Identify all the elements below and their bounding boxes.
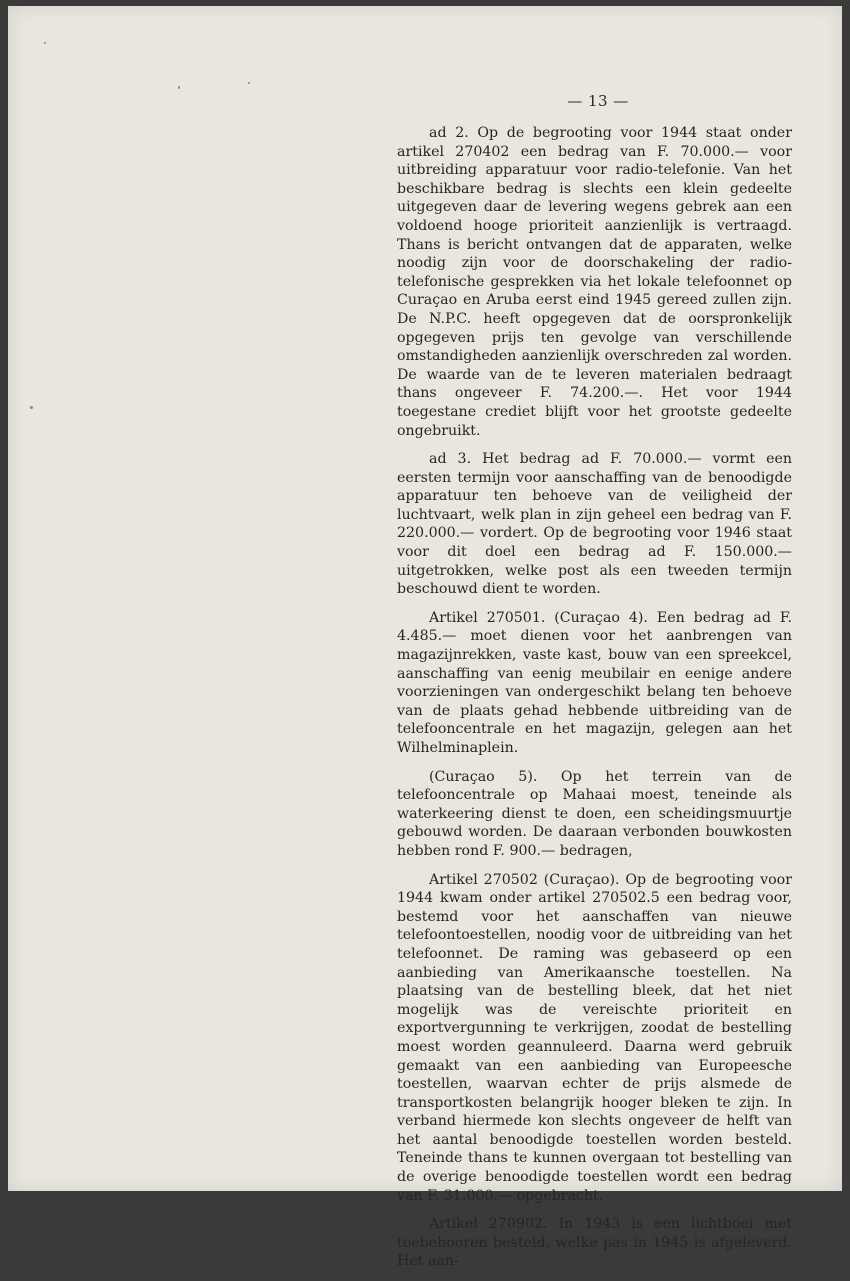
paragraph-ad-2: ad 2. Op de begrooting voor 1944 staat onder artikel 270402 een bedrag van F. 70.000.— voor uitbreiding apparatuur voor radio-telefonie. Van het beschikbare bedrag is slechts een klein gedeelte uitgegeven daar de levering wegens gebrek aan een voldoend hooge prioriteit aanzienlijk is vertraagd. Thans is bericht ontvangen dat de apparaten, welke noodig zijn voor de doorschakeling der radio-telefonische gesprekken via het lokale telefoonnet op Curaçao en Aruba eerst eind 1945 gereed zullen zijn. De N.P.C. heeft opgegeven dat de oorspronkelijk opgegeven prijs ten gevolge van verschillende omstandigheden aanzienlijk overschreden zal worden. De waarde van de te leveren materialen bedraagt thans ongeveer F. 74.200.—. Het voor 1944 toegestane crediet blijft voor het grootste gedeelte ongebruikt.: [397, 125, 792, 439]
paragraph-artikel-270502: Artikel 270502 (Curaçao). Op de begrooting voor 1944 kwam onder artikel 270502.5 een bedrag voor, bestemd voor het aanschaffen van nieuwe telefoontoestellen, noodig voor de uitbreiding van het telefoonnet. De raming was gebaseerd op een aanbieding van Amerikaansche toestellen. Na plaatsing van de bestelling bleek, dat het niet mogelijk was de vereischte prioriteit en exportvergunning te verkrijgen, zoodat de bestelling moest worden geannuleerd. Daarna werd gebruik gemaakt van een aanbieding van Europeesche toestellen, waarvan echter de prijs alsmede de transportkosten belangrijk hooger bleken te zijn. In verband hiermede kon slechts ongeveer de helft van het aantal benoodigde toestellen worden besteld. Teneinde thans te kunnen overgaan tot bestelling van de overige benoodigde toestellen wordt een bedrag van F. 31.000.— opgebracht.: [397, 871, 792, 1204]
paragraph-artikel-270902: Artikel 270902. In 1943 is een lichtboei met toebehooren besteld, welke pas in 1945 is afgeleverd. Het aan-: [397, 1216, 792, 1270]
paper-speck: [178, 86, 180, 89]
paragraph-artikel-270501: Artikel 270501. (Curaçao 4). Een bedrag ad F. 4.485.— moet dienen voor het aanbrengen van magazijnrekken, vaste kast, bouw van een spreekcel, aanschaffing van eenig meubilair en eenige andere voorzieningen van ondergeschikt belang ten behoeve van de plaats gehad hebbende uitbreiding van de telefooncentrale en het magazijn, gelegen aan het Wilhelminaplein.: [397, 609, 792, 756]
paper-speck: [44, 42, 46, 44]
paper-speck: [30, 406, 33, 409]
document-page: [8, 6, 842, 1270]
body-text: [397, 124, 792, 1281]
paragraph-curacao-5: (Curaçao 5). Op het terrein van de telefooncentrale op Mahaai moest, teneinde als waterkeering dienst te doen, een scheidingsmuurtje gebouwd worden. De daaraan verbonden bouwkosten hebben rond F. 900.— bedragen,: [397, 768, 792, 859]
paper-speck: [248, 82, 250, 84]
paragraph-ad-3: ad 3. Het bedrag ad F. 70.000.— vormt een eersten termijn voor aanschaffing van de benoodigde apparatuur ten behoeve van de veiligheid der luchtvaart, welk plan in zijn geheel een bedrag van F. 220.000.— vordert. Op de begrooting voor 1946 staat voor dit doel een bedrag ad F. 150.000.— uitgetrokken, welke post als een tweeden termijn beschouwd dient te worden.: [397, 451, 792, 598]
page-number: — 13 —: [567, 92, 629, 110]
